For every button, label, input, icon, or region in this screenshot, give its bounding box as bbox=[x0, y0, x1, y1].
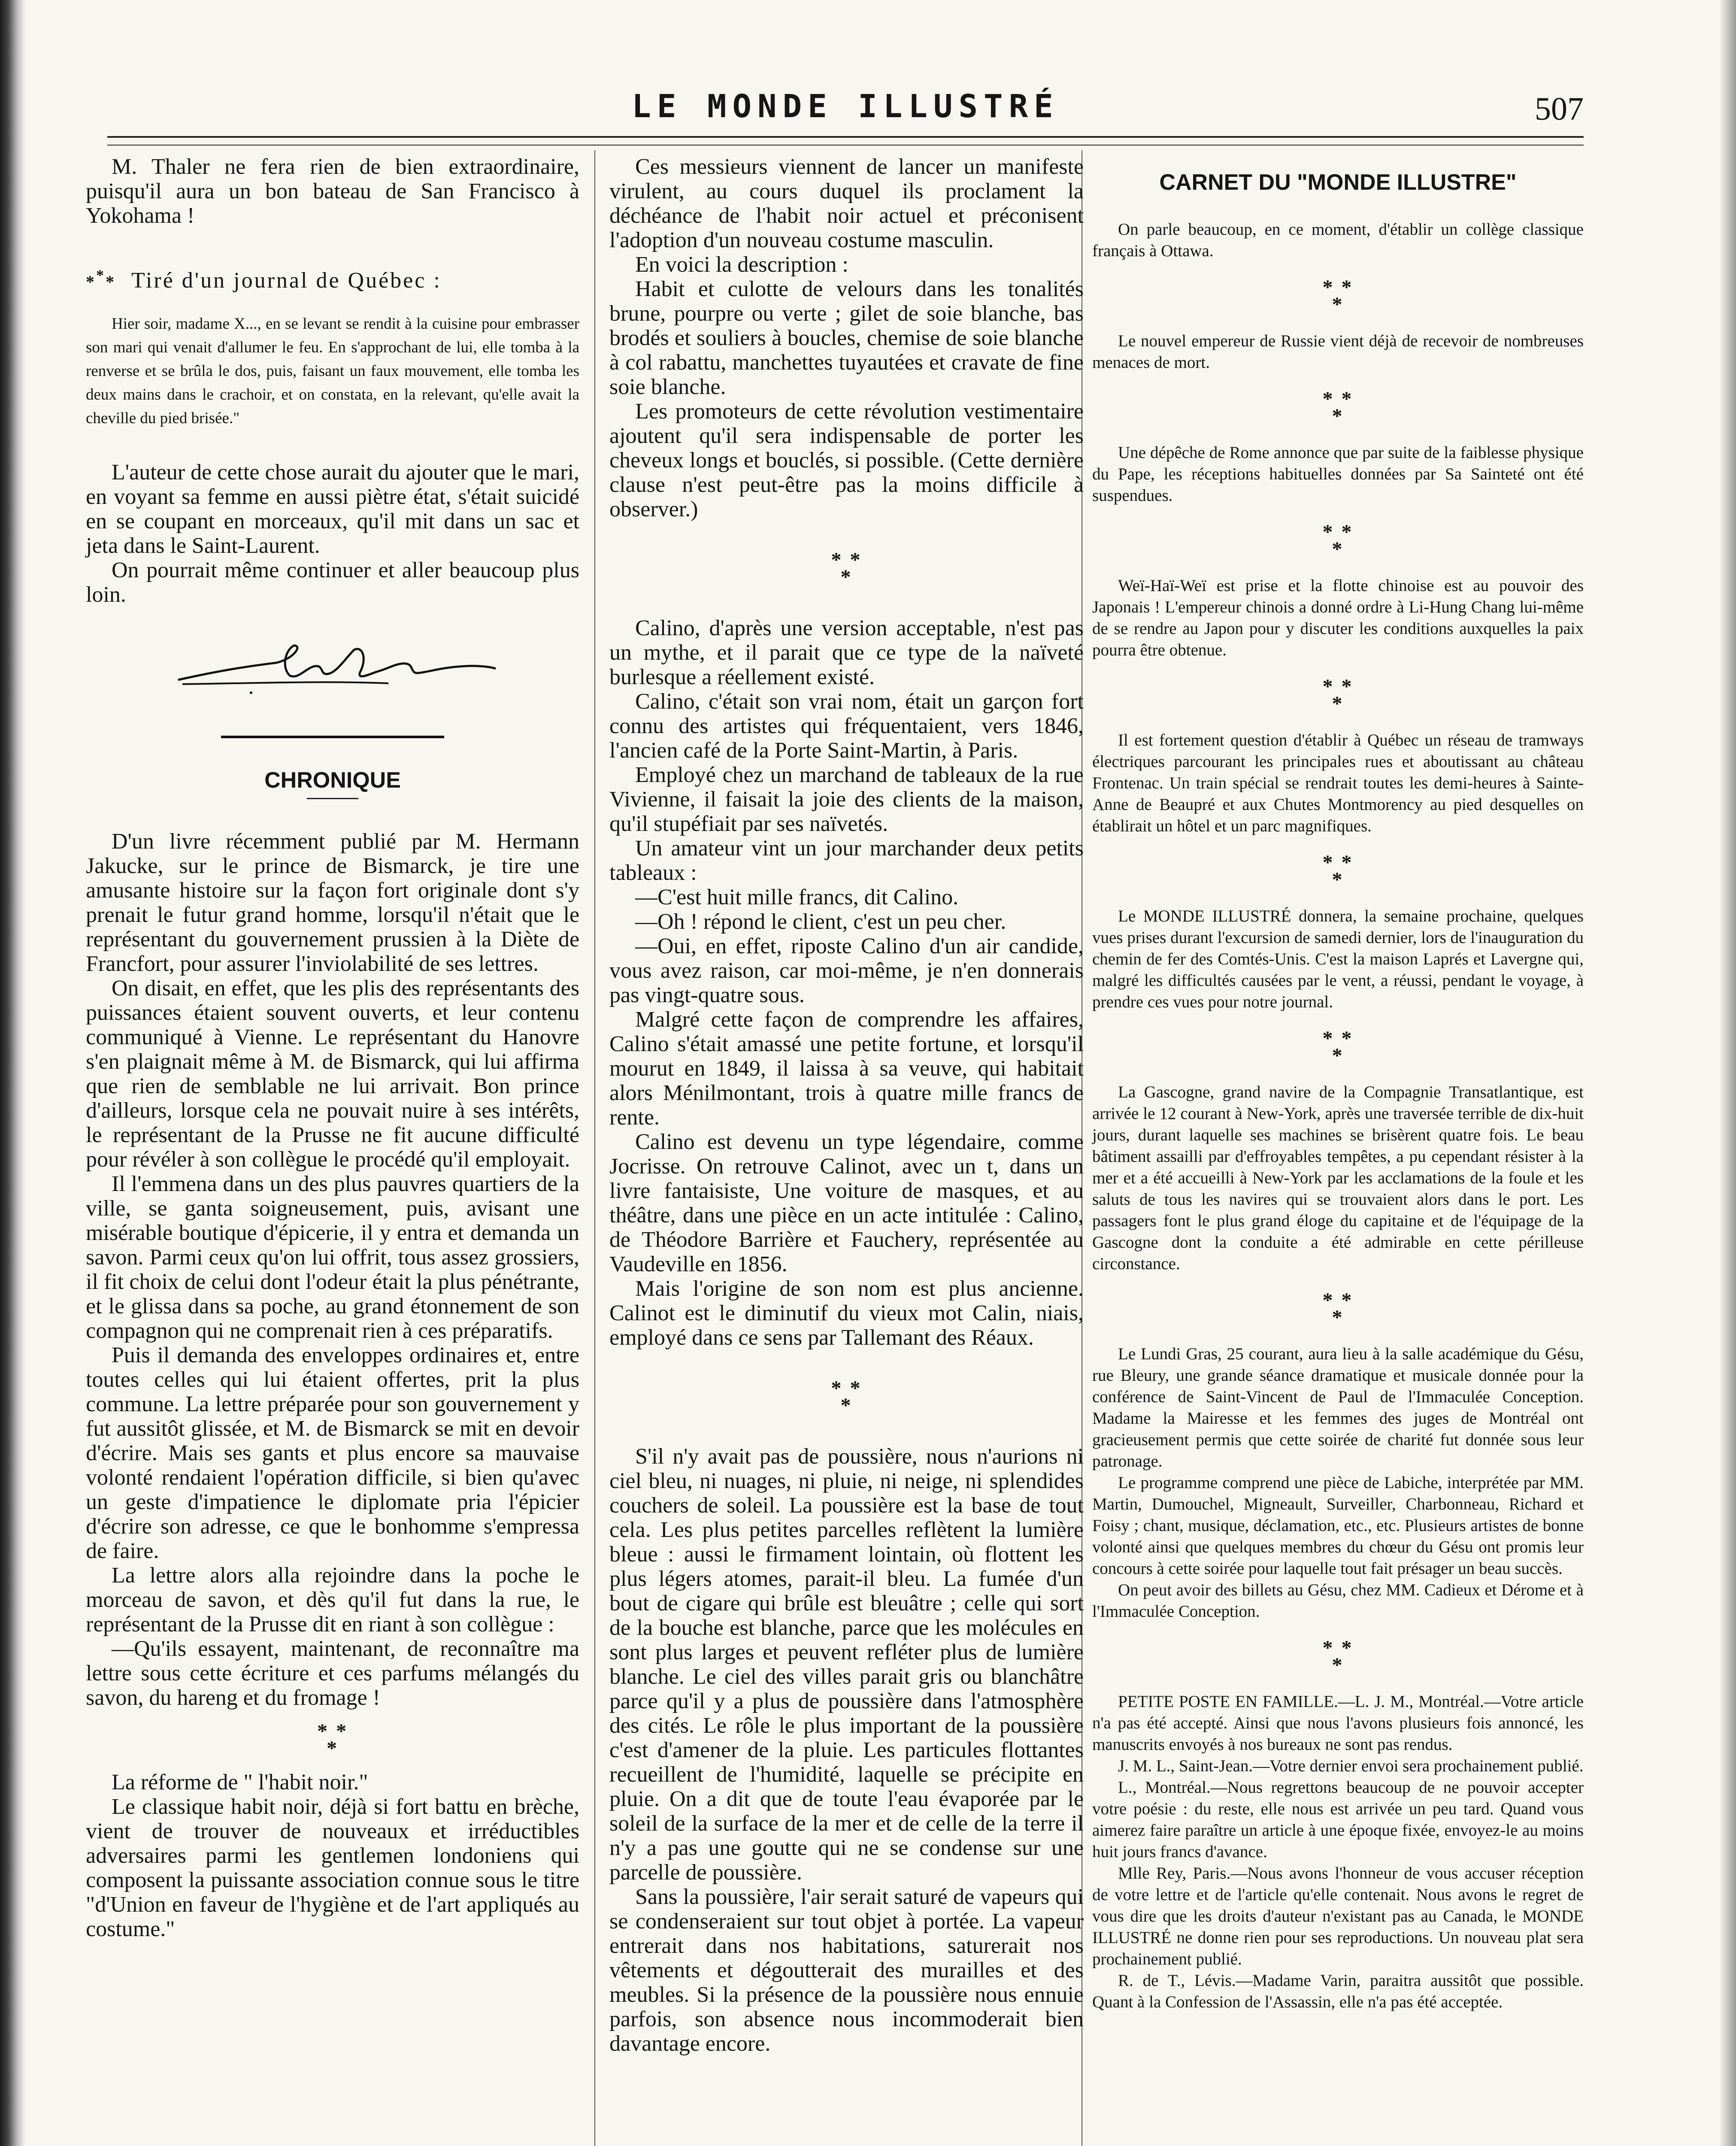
asterism: * * * bbox=[1322, 388, 1354, 427]
author-signature bbox=[165, 633, 500, 701]
news-item: Le programme comprend une pièce de Labiche, interprétée par MM. Martin, Dumouchel, Migneault, Surveiller, Charbonneau, Richard et Foisy ; chant, musique, déclamation, etc., etc. Plusieurs artistes de bonne volonté ainsi que quelques membres du chœur du Gésu ont promis leur concours à cette soirée pour laquelle tout fait présager un beau succès. bbox=[1092, 1473, 1584, 1578]
binding-edge bbox=[0, 0, 26, 2146]
column-middle bbox=[609, 155, 1084, 2056]
correspondence-item bbox=[1092, 1691, 1584, 1755]
asterism: * * * bbox=[1322, 1027, 1354, 1067]
paragraph: Le classique habit noir, déjà si fort battu en brèche, vient de trouver de nouveaux et irréductibles adversaires parmi les gentlemen londoniens qui composent la puissante association connue sous le titre "d'Union en faveur de l'hygiène et de l'art appliqués au costume." bbox=[86, 1794, 579, 1941]
dialogue-line: —Oui, en effet, riposte Calino d'un air candide, vous avez raison, car moi-même, je n'en donnerais pas vingt-quatre sous. bbox=[609, 934, 1084, 1007]
paragraph: La réforme de " l'habit noir." bbox=[112, 1770, 368, 1794]
paragraph: Mais l'origine de son nom est plus ancienne. Calinot est le diminutif du vieux mot Calin, niais, employé dans ce sens par Tallemant des Réaux. bbox=[609, 1276, 1084, 1350]
asterism: * * * bbox=[831, 549, 862, 588]
news-item: Le Lundi Gras, 25 courant, aura lieu à la salle académique du Gésu, rue Bleury, une grande séance dramatique et musicale donnée pour la conférence de Saint-Vincent de Paul de l'Immaculée Conception. Madame la Mairesse et les femmes des juges de Montréal ont gracieusement permis que cette soirée de charité fut donnée sous leur patronage. bbox=[1092, 1345, 1584, 1470]
asterism: *** Tiré d'un journal de Québec : bbox=[86, 267, 442, 293]
page-number: 507 bbox=[1535, 91, 1584, 127]
heading-rule bbox=[307, 798, 358, 799]
asterism: * * * bbox=[317, 1720, 348, 1760]
asterism: * * * bbox=[1322, 521, 1354, 561]
page-header bbox=[107, 84, 1584, 139]
masthead-title: LE MONDE ILLUSTRÉ bbox=[632, 88, 1059, 125]
paragraph: Calino, c'était son vrai nom, était un garçon fort connu des artistes qui fréquentaient, vers 1846, l'ancien café de la Porte Saint-Martin, à Paris. bbox=[609, 689, 1084, 763]
paragraph: Habit et culotte de velours dans les tonalités brune, pourpre ou verte ; gilet de soie blanche, bas brodés et souliers à boucles, chemise de soie blanche à col rabattu, manchettes tuyautées et cravate de fine soie blanche. bbox=[609, 277, 1084, 399]
correspondence-item: J. M. L., Saint-Jean.—Votre dernier envoi sera prochainement publié. bbox=[1118, 1757, 1584, 1775]
asterism: * * * bbox=[1322, 851, 1354, 891]
section-heading: CARNET DU "MONDE ILLUSTRE" bbox=[1159, 170, 1517, 195]
dialogue-line: —Oh ! répond le client, c'est un peu cher. bbox=[635, 909, 1006, 934]
paragraph: Ces messieurs viennent de lancer un manifeste virulent, au cours duquel ils proclament la déchéance de l'habit noir actuel et préconisent l'adoption d'un nouveau costume masculin. bbox=[609, 155, 1084, 252]
quoted-clipping: Hier soir, madame X..., en se levant se rendit à la cuisine pour embrasser son mari qui venait d'allumer le feu. En s'approchant de lui, elle tomba à la renverse et se brûla le dos, puis, faisant un faux mouvement, elle tomba les deux mains dans le crachoir, et on constata, en la relevant, qu'elle avait la cheville du pied brisée." bbox=[86, 315, 579, 427]
paragraph: Un amateur vint un jour marchander deux petits tableaux : bbox=[609, 836, 1084, 885]
column-left bbox=[86, 155, 579, 1941]
paragraph: Calino est devenu un type légendaire, comme Jocrisse. On retrouve Calinot, avec un t, dans un livre fantaisiste, Une voiture de masques, et au théâtre, dans une pièce en un acte intitulée : Calino, de Théodore Barrière et Fauchery, représentée au Vaudeville en 1856. bbox=[609, 1130, 1084, 1276]
asterism: * * * bbox=[1322, 276, 1354, 316]
news-item: Le MONDE ILLUSTRÉ donnera, la semaine prochaine, quelques vues prises durant l'excursion de samedi dernier, lors de l'inauguration du chemin de fer des Comtés-Unis. C'est la maison Laprés et Lavergne qui, malgré les difficultés causées par le vent, a réussi, pendant le voyage, à prendre ces vues pour notre journal. bbox=[1092, 907, 1584, 1011]
header-rule bbox=[107, 136, 1584, 138]
asterism: * * * bbox=[1322, 675, 1354, 715]
paragraph: S'il n'y avait pas de poussière, nous n'aurions ni ciel bleu, ni nuages, ni pluie, ni neige, ni splendides couchers de soleil. La poussière est la base de tout cela. Les plus petites parcelles reflètent la lumière bleue : aussi le firmament lointain, où flottent les plus légers atomes, parait-il bleu. La fumée d'un bout de cigare qui brûle est bleuâtre ; celle qui sort de la bouche est blanche, parce que les molécules en sont plus larges et peuvent refléter plus de lumière blanche. Le ciel des villes parait gris ou blanchâtre parce qu'il y a plus de poussière dans l'atmosphère des cités. Le rôle le plus important de la poussière c'est d'amener de la pluie. Les particules flottantes recueillent de l'humidité, laquelle se précipite en pluie. On a dit que de toute l'eau évaporée par le soleil de la surface de la mer et de celle de la terre il n'y a pas une goutte qui ne se condense sur une parcelle de poussière. bbox=[609, 1444, 1084, 1885]
correspondence-text: —L. J. M., Montréal.—Votre article n'a pas été accepté. Ainsi que nous l'avons plusieurs fois annoncé, les manuscrits envoyés à nos bureaux ne sont pas rendus. bbox=[1092, 1692, 1584, 1754]
page-edge bbox=[1719, 0, 1736, 2146]
paragraph: On pourrait même continuer et aller beaucoup plus loin. bbox=[86, 558, 579, 607]
paragraph: Calino, d'après une version acceptable, n'est pas un mythe, et il parait que ce type de la naïveté burlesque a réellement existé. bbox=[609, 616, 1084, 689]
news-item: Il est fortement question d'établir à Québec un réseau de tramways électriques parcourant les principales rues et aboutissant au château Frontenac. Un train spécial se rendrait toutes les demi-heures à Sainte-Anne de Beaupré et aux Chutes Montmorency au pied desquelles on établirait un hôtel et un parc magnifiques. bbox=[1092, 731, 1584, 835]
news-item: Weï-Haï-Weï est prise et la flotte chinoise est au pouvoir des Japonais ! L'empereur chinois a donné ordre à Li-Hung Chang lui-même de se rendre au Japon pour y discuter les conditions auxquelles la paix pourra être obtenue. bbox=[1092, 576, 1584, 659]
paragraph: Malgré cette façon de comprendre les affaires, Calino s'était amassé une petite fortune, et lorsqu'il mourut en 1849, il laissa à sa veuve, qui habitait alors Ménilmontant, trois à quatre mille francs de rente. bbox=[609, 1007, 1084, 1130]
section-heading: CHRONIQUE bbox=[264, 768, 401, 793]
news-item: La Gascogne, grand navire de la Compagnie Transatlantique, est arrivée le 12 courant à New-York, après une traversée terrible de dix-huit jours, durant laquelle ses machines se brisèrent quatre fois. Le beau bâtiment assailli par d'effroyables tempêtes, a pu cependant résister à la mer et a été accueilli à New-York par les acclamations de la foule et les saluts de tous les navires qui se trouvaient alors dans le port. Les passagers font le plus grand éloge du capitaine et de l'équipage de la Gascogne dont la conduite a été admirable en cette périlleuse circonstance. bbox=[1092, 1083, 1584, 1273]
correspondence-item: Mlle Rey, Paris.—Nous avons l'honneur de vous accuser réception de votre lettre et de l'article qu'elle contenait. Nous avons le regret de vous dire que les droits d'auteur n'existant pas au Canada, le MONDE ILLUSTRÉ ne donne rien pour ses reproductions. Un nouveau plat sera prochainement publié. bbox=[1092, 1864, 1584, 1968]
news-item: On parle beaucoup, en ce moment, d'établir un collège classique français à Ottawa. bbox=[1092, 220, 1584, 260]
correspondence-item: R. de T., Lévis.—Madame Varin, paraitra aussitôt que possible. Quant à la Confession de l'Assassin, elle n'a pas été acceptée. bbox=[1092, 1971, 1584, 2011]
paragraph: En voici la description : bbox=[635, 252, 848, 277]
section-rule bbox=[221, 736, 444, 738]
asterism: * * * bbox=[831, 1377, 862, 1417]
paragraph: On disait, en effet, que les plis des représentants des puissances étaient souvent ouverts, et leur contenu communiqué à Vienne. Le représentant du Hanovre s'en plaignait même à M. de Bismarck, qui lui affirma que rien de semblable ne lui arrivait. Bon prince d'ailleurs, lorsque cela ne pouvait nuire à ses intérêts, le représentant de la Prusse ne fit aucune difficulté pour révéler à son collègue le procédé qu'il employait. bbox=[86, 976, 579, 1172]
paragraph: Il l'emmena dans un des plus pauvres quartiers de la ville, se ganta soigneusement, puis, avisant une misérable boutique d'épicerie, il y entra et demanda un savon. Parmi ceux qu'on lui offrit, tous assez grossiers, il fit choix de celui dont l'odeur était la plus pénétrante, et le glissa dans sa poche, au grand étonnement de son compagnon qui ne comprenait rien à ces préparatifs. bbox=[86, 1172, 579, 1343]
paragraph: —Qu'ils essayent, maintenant, de reconnaître ma lettre sous cette écriture et ces parfums mélangés du savon, du hareng et du fromage ! bbox=[86, 1637, 579, 1710]
paragraph: La lettre alors alla rejoindre dans la poche le morceau de savon, et dès qu'il fut dans la rue, le représentant de la Prusse dit en riant à son collègue : bbox=[86, 1563, 579, 1637]
petite-poste-label: PETITE POSTE EN FAMILLE. bbox=[1118, 1692, 1338, 1711]
paragraph: M. Thaler ne fera rien de bien extraordinaire, puisqu'il aura un bon bateau de San Francisco à Yokohama ! bbox=[86, 155, 579, 228]
paragraph: Puis il demanda des enveloppes ordinaires et, entre toutes celles qui lui étaient offertes, prit la plus commune. La lettre préparée pour son gouvernement y fut aussitôt glissée, et M. de Bismarck se mit en devoir d'écrire. Mais ses gants et plus encore sa mauvaise volonté rendaient l'opération difficile, si bien qu'avec un geste d'impatience le diplomate pria l'épicier d'écrire son adresse, ce que le bonhomme s'empressa de faire. bbox=[86, 1343, 579, 1563]
news-item: Une dépêche de Rome annonce que par suite de la faiblesse physique du Pape, les réceptions habituelles données par Sa Sainteté ont été suspendues. bbox=[1092, 443, 1584, 505]
paragraph: Employé chez un marchand de tableaux de la rue Vivienne, il faisait la joie des clients de la maison, qu'il stupéfiait par ses naïvetés. bbox=[609, 763, 1084, 836]
paragraph: Les promoteurs de cette révolution vestimentaire ajoutent qu'il sera indispensable de porter les cheveux longs et bouclés, si possible. (Cette dernière clause n'est peut-être pas la moins difficile à observer.) bbox=[609, 399, 1084, 521]
dialogue-line: —C'est huit mille francs, dit Calino. bbox=[635, 885, 959, 909]
asterism: * * * bbox=[1322, 1289, 1354, 1329]
column-right bbox=[1092, 155, 1584, 2013]
paragraph: L'auteur de cette chose aurait du ajouter que le mari, en voyant sa femme en aussi piètre état, s'était suicidé en se coupant en morceaux, qu'il mit dans un sac et jeta dans le Saint-Laurent. bbox=[86, 460, 579, 558]
quote-intro: Tiré d'un journal de Québec : bbox=[131, 268, 442, 293]
news-item: Le nouvel empereur de Russie vient déjà de recevoir de nombreuses menaces de mort. bbox=[1092, 332, 1584, 372]
correspondence-item: L., Montréal.—Nous regrettons beaucoup de ne pouvoir accepter votre poésie : du reste, elle nous est arrivée un peu tard. Quand vous aimerez faire paraître un article à une époque fixée, envoyez-le au moins huit jours francs d'avance. bbox=[1092, 1778, 1584, 1861]
column-divider bbox=[594, 150, 595, 2146]
paragraph: Sans la poussière, l'air serait saturé de vapeurs qui se condenseraient sur tout objet à portée. La vapeur entrerait dans nos habitations, saturerait nos vêtements et dégoutterait des murailles et des meubles. Si la présence de la poussière nous ennuie parfois, son absence nous incommoderait bien davantage encore. bbox=[609, 1885, 1084, 2056]
asterism: * * * bbox=[1322, 1637, 1354, 1676]
paragraph: D'un livre récemment publié par M. Hermann Jakucke, sur le prince de Bismarck, je tire une amusante histoire sur la façon fort originale dont s'y prenait le futur grand homme, lorsqu'il n'était que le représentant du gouvernement prussien à la Diète de Francfort, pour assurer l'inviolabilité de ses lettres. bbox=[86, 829, 579, 976]
news-item: On peut avoir des billets au Gésu, chez MM. Cadieux et Dérome et à l'Immaculée Conception. bbox=[1092, 1581, 1584, 1621]
